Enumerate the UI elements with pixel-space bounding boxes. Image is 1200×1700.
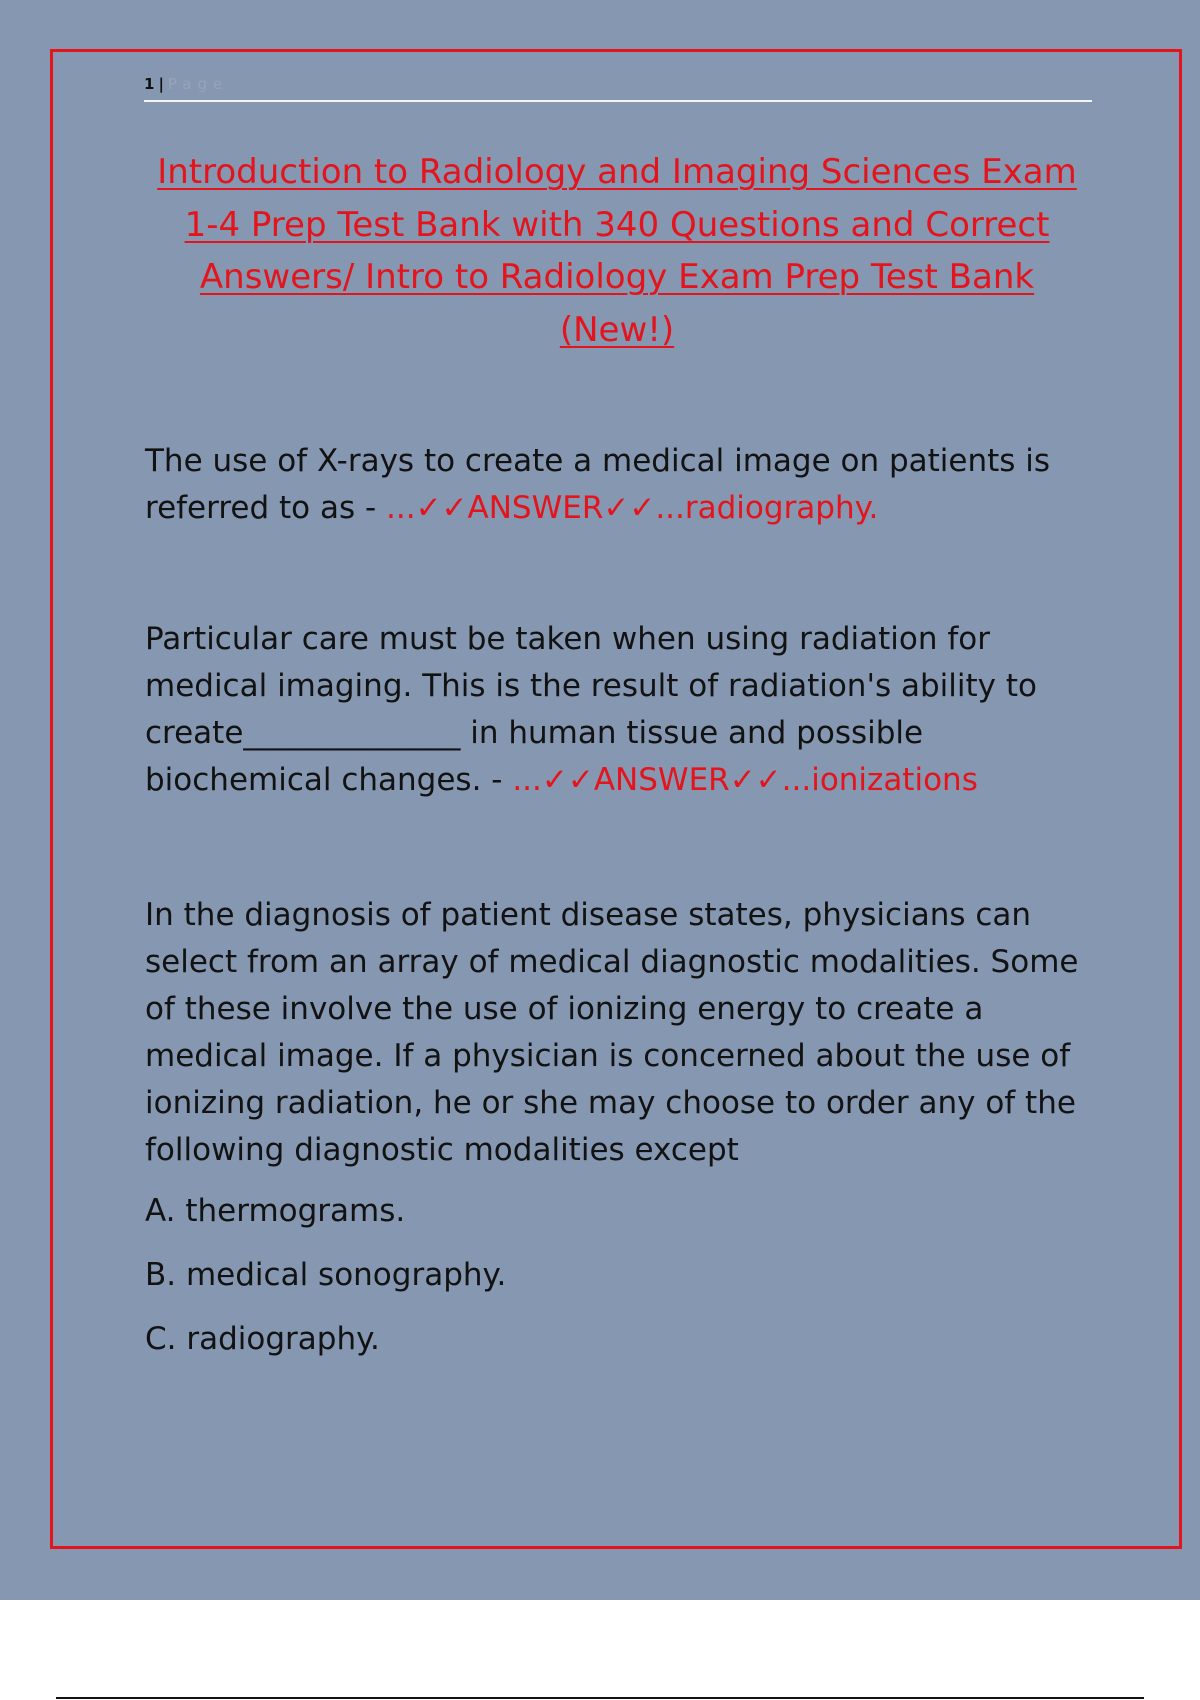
- question-3-option-c: C. radiography.: [145, 1321, 380, 1357]
- header-separator: |: [158, 75, 164, 93]
- document-title: Introduction to Radiology and Imaging Sciences Exam 1-4 Prep Test Bank with 340 Questions and Correct Answers/ Intro to Radiology Exam Prep Test Bank (New!): [157, 152, 1077, 350]
- question-2: [145, 616, 1095, 804]
- question-2-answer: ...✓✓ANSWER✓✓...ionizations: [512, 762, 978, 798]
- question-1-text: The use of X-rays to create a medical image on patients is referred to as -: [145, 443, 1051, 526]
- question-3-option-b: B. medical sonography.: [145, 1257, 507, 1293]
- page-number: 1: [144, 75, 155, 93]
- page-header: [144, 72, 1092, 102]
- question-1: [145, 438, 1095, 532]
- question-2-text: Particular care must be taken when using radiation for medical imaging. This is the result of radiation's ability to create______________ in human tissue and possible biochemical changes. -: [145, 621, 1037, 798]
- page-label: Page: [167, 75, 229, 93]
- question-3-text: In the diagnosis of patient disease states, physicians can select from an array of medical diagnostic modalities. Some of these involve the use of ionizing energy to create a medical image. If a physician is concerned about the use of ionizing radiation, he or she may choose to order any of the following diagnostic modalities except: [145, 897, 1079, 1168]
- question-1-answer: ...✓✓ANSWER✓✓...radiography.: [386, 490, 879, 526]
- question-3-option-a: A. thermograms.: [145, 1193, 406, 1229]
- question-3: [145, 892, 1095, 1174]
- bottom-divider: [56, 1697, 1144, 1699]
